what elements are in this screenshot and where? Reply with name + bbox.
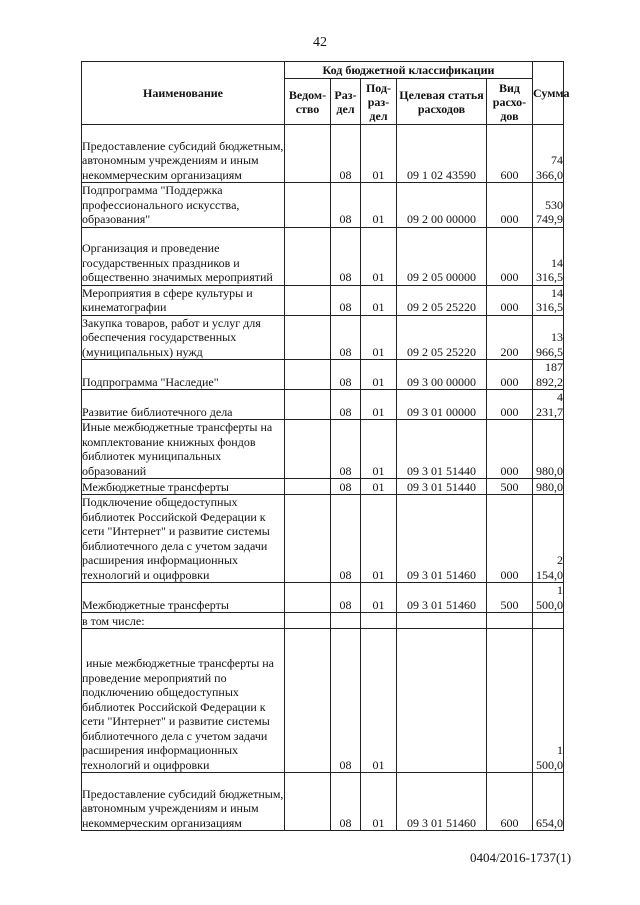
row-razdel: 08 [331, 285, 361, 315]
table-row [82, 285, 564, 315]
row-vedomstvo [285, 285, 331, 315]
row-summa: 1 500,0 [533, 629, 564, 773]
budget-table [81, 61, 570, 831]
row-vedomstvo [285, 773, 331, 831]
row-celevaya [397, 613, 487, 629]
header-celevaya: Целевая статья расходов [397, 79, 487, 125]
row-summa: 74 366,0 [533, 125, 564, 183]
row-podrazdel: 01 [361, 227, 397, 285]
row-vid: 000 [487, 420, 533, 479]
row-razdel: 08 [331, 773, 361, 831]
row-celevaya: 09 3 01 00000 [397, 390, 487, 420]
row-vid: 000 [487, 390, 533, 420]
row-podrazdel: 01 [361, 315, 397, 360]
row-vedomstvo [285, 360, 331, 390]
row-summa: 4 231,7 [533, 390, 564, 420]
row-podrazdel [361, 613, 397, 629]
row-podrazdel: 01 [361, 773, 397, 831]
row-name: Подпрограмма "Поддержка профессионального искусства, образования" [82, 183, 285, 228]
row-vedomstvo [285, 315, 331, 360]
row-podrazdel: 01 [361, 125, 397, 183]
row-vedomstvo [285, 479, 331, 495]
row-celevaya: 09 2 05 00000 [397, 227, 487, 285]
row-summa: 14 316,5 [533, 227, 564, 285]
header-summa: Сумма [533, 62, 564, 125]
row-vedomstvo [285, 183, 331, 228]
row-podrazdel: 01 [361, 360, 397, 390]
row-summa: 14 316,5 [533, 285, 564, 315]
row-vid [487, 613, 533, 629]
row-name: Подключение общедоступных библиотек Российской Федерации к сети "Интернет" и развитие системы библиотечного дела с учетом задачи расширения информационных технологий и оцифровки [82, 495, 285, 583]
row-vedomstvo [285, 495, 331, 583]
row-vedomstvo [285, 420, 331, 479]
document-code: 0404/2016-1737(1) [470, 850, 572, 865]
row-razdel: 08 [331, 315, 361, 360]
row-name: Закупка товаров, работ и услуг для обеспечения государственных (муниципальных) нужд [82, 315, 285, 360]
row-vid: 200 [487, 315, 533, 360]
row-name: Межбюджетные трансферты [82, 583, 285, 613]
table-row [82, 773, 564, 831]
row-summa: 1 500,0 [533, 583, 564, 613]
row-celevaya: 09 2 05 25220 [397, 285, 487, 315]
row-summa: 980,0 [533, 420, 564, 479]
row-vid: 600 [487, 773, 533, 831]
row-vedomstvo [285, 390, 331, 420]
row-podrazdel: 01 [361, 479, 397, 495]
table-row [82, 629, 564, 773]
row-razdel: 08 [331, 495, 361, 583]
row-razdel: 08 [331, 183, 361, 228]
row-summa: 654,0 [533, 773, 564, 831]
header-code-group: Код бюджетной классификации [285, 62, 533, 79]
table-row [82, 125, 564, 183]
row-podrazdel: 01 [361, 495, 397, 583]
row-vedomstvo [285, 227, 331, 285]
row-razdel: 08 [331, 420, 361, 479]
row-name: Межбюджетные трансферты [82, 479, 285, 495]
row-razdel [331, 613, 361, 629]
row-celevaya: 09 3 01 51460 [397, 495, 487, 583]
row-vedomstvo [285, 125, 331, 183]
header-razdel: Раз-дел [331, 79, 361, 125]
row-vid: 000 [487, 495, 533, 583]
row-name: Подпрограмма "Наследие" [82, 360, 285, 390]
row-vedomstvo [285, 583, 331, 613]
row-celevaya: 09 3 00 00000 [397, 360, 487, 390]
row-celevaya: 09 3 01 51440 [397, 479, 487, 495]
table-row [82, 613, 564, 629]
table-row [82, 315, 564, 360]
row-podrazdel: 01 [361, 285, 397, 315]
row-name: Развитие библиотечного дела [82, 390, 285, 420]
row-podrazdel: 01 [361, 583, 397, 613]
row-summa: 2 154,0 [533, 495, 564, 583]
row-celevaya [397, 629, 487, 773]
row-vid: 000 [487, 285, 533, 315]
row-name: Организация и проведение государственных праздников и общественно значимых мероприятий [82, 227, 285, 285]
row-vid: 600 [487, 125, 533, 183]
row-name: Предоставление субсидий бюджетным, автономным учреждениям и иным некоммерческим организациям [82, 773, 285, 831]
header-podrazdel: Под-раз-дел [361, 79, 397, 125]
row-podrazdel: 01 [361, 390, 397, 420]
row-summa: 980,0 [533, 479, 564, 495]
table-row [82, 479, 564, 495]
row-name: иные межбюджетные трансферты на проведение мероприятий по подключению общедоступных библиотек Российской Федерации к сети "Интернет" и развитие системы библиотечного дела с учетом задачи расширения информационных технологий и оцифровки [82, 629, 285, 773]
page-number: 42 [313, 35, 327, 50]
row-podrazdel: 01 [361, 183, 397, 228]
row-vedomstvo [285, 613, 331, 629]
table-row [82, 495, 564, 583]
table-row [82, 183, 564, 228]
header-name: Наименование [82, 62, 285, 125]
row-summa [533, 613, 564, 629]
row-razdel: 08 [331, 360, 361, 390]
row-celevaya: 09 2 05 25220 [397, 315, 487, 360]
row-celevaya: 09 3 01 51460 [397, 583, 487, 613]
table-row [82, 390, 564, 420]
row-razdel: 08 [331, 479, 361, 495]
row-celevaya: 09 3 01 51460 [397, 773, 487, 831]
row-podrazdel: 01 [361, 629, 397, 773]
row-celevaya: 09 2 00 00000 [397, 183, 487, 228]
row-razdel: 08 [331, 227, 361, 285]
table-row [82, 583, 564, 613]
row-celevaya: 09 3 01 51440 [397, 420, 487, 479]
row-vid: 500 [487, 583, 533, 613]
row-celevaya: 09 1 02 43590 [397, 125, 487, 183]
row-vid: 000 [487, 360, 533, 390]
row-vid: 500 [487, 479, 533, 495]
row-razdel: 08 [331, 629, 361, 773]
row-vid: 000 [487, 227, 533, 285]
row-razdel: 08 [331, 583, 361, 613]
row-name: Предоставление субсидий бюджетным, автономным учреждениям и иным некоммерческим организациям [82, 125, 285, 183]
row-vid: 000 [487, 183, 533, 228]
row-vedomstvo [285, 629, 331, 773]
row-summa: 530 749,9 [533, 183, 564, 228]
table-row [82, 360, 564, 390]
row-name: Мероприятия в сфере культуры и кинематографии [82, 285, 285, 315]
header-vedomstvo: Ведом-ство [285, 79, 331, 125]
row-razdel: 08 [331, 125, 361, 183]
row-summa: 187 892,2 [533, 360, 564, 390]
row-summa: 13 966,5 [533, 315, 564, 360]
row-name: Иные межбюджетные трансферты на комплектование книжных фондов библиотек муниципальных образований [82, 420, 285, 479]
table-row [82, 420, 564, 479]
row-name: в том числе: [82, 613, 285, 629]
table-row [82, 227, 564, 285]
row-podrazdel: 01 [361, 420, 397, 479]
row-razdel: 08 [331, 390, 361, 420]
header-vid: Вид расхо-дов [487, 79, 533, 125]
row-vid [487, 629, 533, 773]
